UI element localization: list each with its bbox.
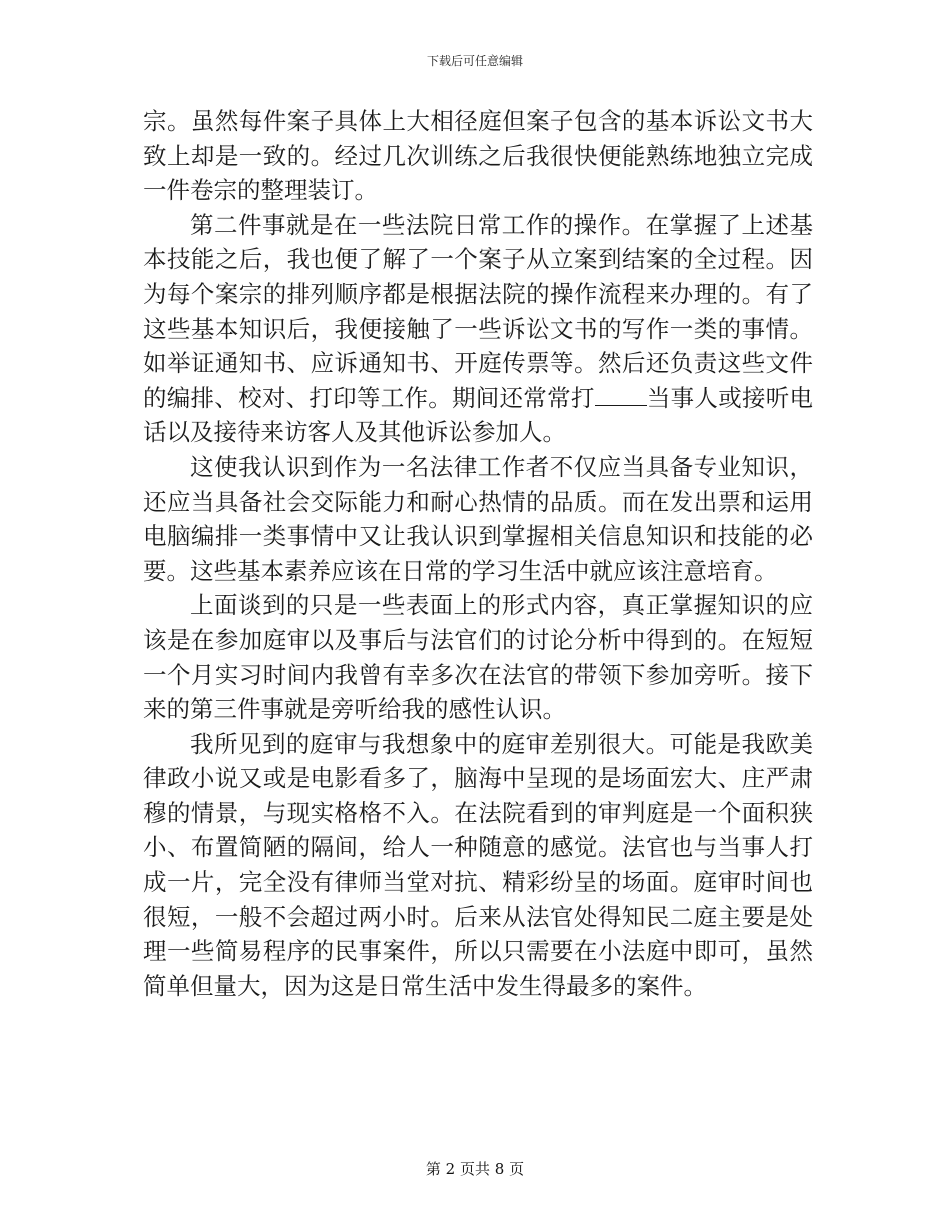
page-header: 下载后可任意编辑 [426, 54, 523, 68]
paragraph-1: 宗。虽然每件案子具体上大相径庭但案子包含的基本诉讼文书大致上却是一致的。经过几次训练之后我很快便能熟练地独立完成一件卷宗的整理装订。 [143, 107, 813, 205]
paragraph-4: 上面谈到的只是一些表面上的形式内容，真正掌握知识的应该是在参加庭审以及事后与法官们的讨论分析中得到的。在短短一个月实习时间内我曾有幸多次在法官的带领下参加旁听。接下来的第三件事就是旁听给我的感性认识。 [143, 591, 813, 724]
document-body [143, 104, 813, 1003]
paragraph-2-text-after: 当事人或接听电话以及接待来访客人及其他诉讼参加人。 [143, 383, 814, 447]
fill-in-blank [595, 383, 647, 406]
paragraph-5: 我所见到的庭审与我想象中的庭审差别很大。可能是我欧美律政小说又或是电影看多了，脑海中呈现的是场面宏大、庄严肃穆的情景，与现实格格不入。在法院看到的审判庭是一个面积狭小、布置简陋的隔间，给人一种随意的感觉。法官也与当事人打成一片，完全没有律师当堂对抗、精彩纷呈的场面。庭审时间也很短，一般不会超过两小时。后来从法官处得知民二庭主要是处理一些简易程序的民事案件，所以只需要在小法庭中即可，虽然简单但量大，因为这是日常生活中发生得最多的案件。 [143, 729, 813, 1000]
paragraph-3: 这使我认识到作为一名法律工作者不仅应当具备专业知识，还应当具备社会交际能力和耐心热情的品质。而在发出票和运用电脑编排一类事情中又让我认识到掌握相关信息知识和技能的必要。这些基本素养应该在日常的学习生活中就应该注意培育。 [143, 452, 813, 585]
page-number: 第 2 页共 8 页 [425, 1160, 525, 1178]
paragraph-2 [143, 208, 813, 450]
paragraph-2-text: 第二件事就是在一些法院日常工作的操作。在掌握了上述基本技能之后，我也便了解了一个案子从立案到结案的全过程。因为每个案宗的排列顺序都是根据法院的操作流程来办理的。有了这些基本知识后，我便接触了一些诉讼文书的写作一类的事情。如举证通知书、应诉通知书、开庭传票等。然后还负责这些文件的编排、校对、打印等工作。期间还常常打 [143, 210, 813, 412]
